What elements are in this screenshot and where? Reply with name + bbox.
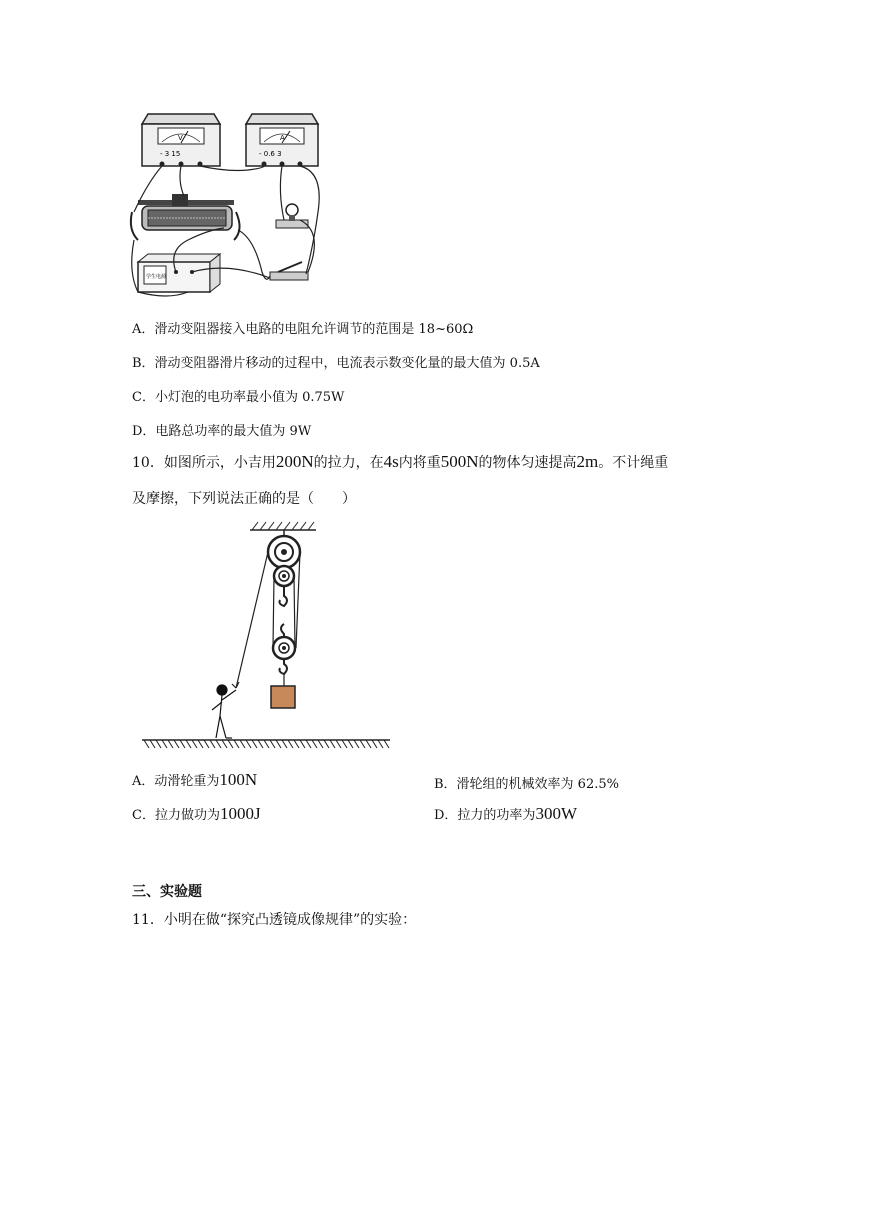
ammeter-symbol: A [280,134,285,142]
q10-option-a-value: 100N [219,770,258,789]
q10-text-part4: 的物体匀速提高 [478,455,577,471]
q10-option-d-value: 300W [535,804,577,823]
q10-force: 200N [275,452,314,471]
q10-text-part2: 的拉力，在 [313,455,384,471]
option-b: B．滑动变阻器滑片移动的过程中，电流表示数变化量的最大值为 0.5A [132,356,540,371]
voltmeter-icon [142,114,220,167]
option-a: A．滑动变阻器接入电路的电阻允许调节的范围是 18~60Ω [132,322,474,337]
q10-weight: 500N [440,452,479,471]
q10-option-c [132,804,261,824]
q10-option-c-value: 1000J [219,804,261,823]
power-supply-label: 学生电源 [146,274,167,280]
q10-option-c-text: C．拉力做功为 [132,808,220,823]
circuit-diagram [128,112,328,302]
option-d: D．电路总功率的最大值为 9W [132,424,312,439]
option-c: C．小灯泡的电功率最小值为 0.75W [132,390,345,405]
q10-text-part5: 。不计绳重 [598,455,669,471]
ammeter-icon [246,114,318,167]
rheostat-icon [131,194,240,240]
voltmeter-scale: - 3 15 [160,150,181,158]
ceiling-icon [250,522,316,530]
power-supply-icon [138,254,220,292]
q10-text-part1: 10．如图所示，小吉用 [132,455,276,471]
q10-option-b: B．滑轮组的机械效率为 62.5% [434,777,619,792]
question-10-line1 [132,452,668,472]
fixed-pulley-icon [268,536,300,606]
q10-height: 2m [576,452,599,471]
pulley-diagram [138,516,394,756]
weight-block-icon [271,686,295,708]
switch-icon [270,262,308,280]
section-heading: 三、实验题 [132,884,202,900]
q10-time: 4s [383,452,399,471]
bulb-icon [276,204,308,228]
person-icon [212,685,236,738]
q10-option-a [132,770,257,790]
q10-option-d-text: D．拉力的功率为 [434,808,536,823]
q10-option-d [434,804,577,824]
voltmeter-symbol: V [178,134,183,142]
q10-text-part3: 内将重 [398,455,441,471]
question-10-line2: 及摩擦，下列说法正确的是（ ） [132,491,356,507]
q10-option-a-text: A．动滑轮重为 [132,774,220,789]
ammeter-scale: - 0.6 3 [259,150,282,158]
movable-pulley-icon [273,624,295,674]
question-11: 11．小明在做“探究凸透镜成像规律”的实验： [132,912,417,928]
